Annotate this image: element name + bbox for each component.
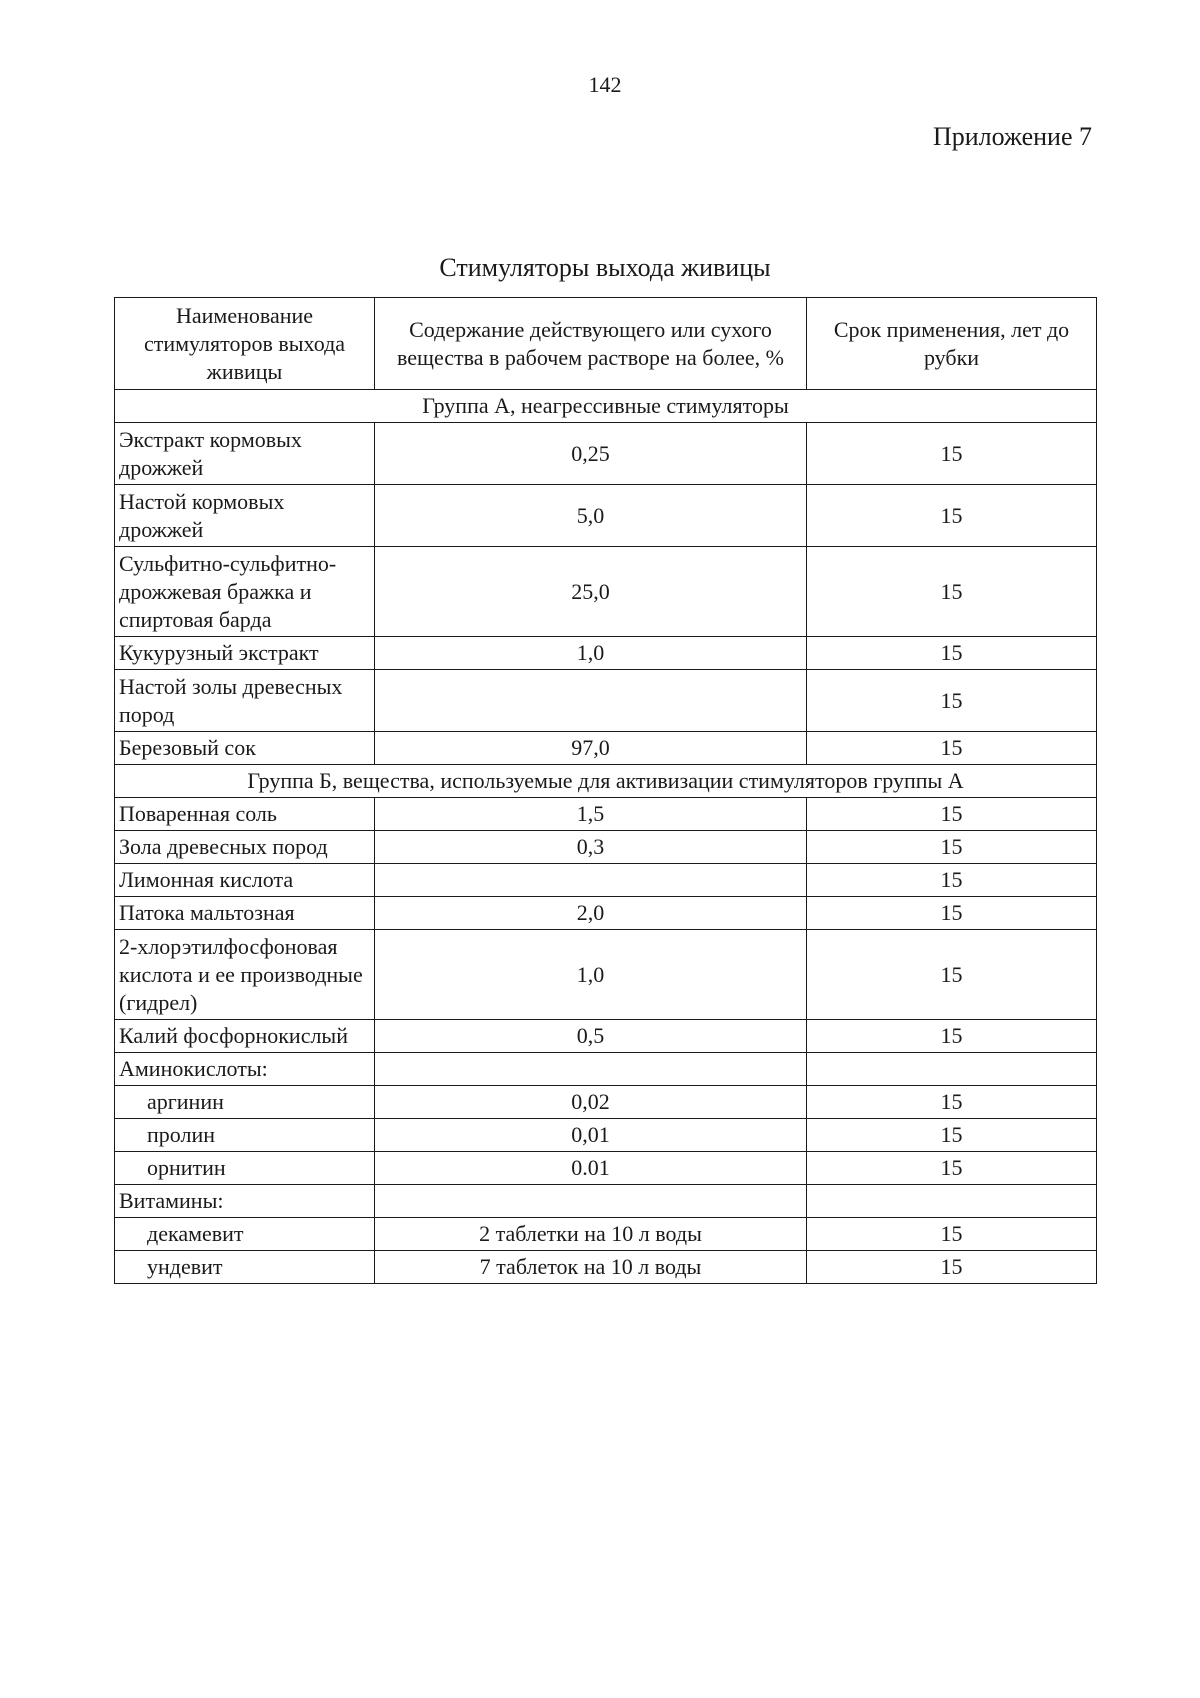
row-name: Экстракт кормовых дрожжей [115,423,375,485]
row-name: орнитин [115,1152,375,1185]
row-content: 0,3 [375,831,807,864]
row-name: Березовый сок [115,732,375,765]
row-content: 25,0 [375,547,807,637]
table-row [115,831,1097,864]
row-term [807,1185,1097,1218]
row-content: 1,0 [375,637,807,670]
row-content: 2 таблетки на 10 л воды [375,1218,807,1251]
row-name: декамевит [115,1218,375,1251]
row-term: 15 [807,1086,1097,1119]
row-term [807,1053,1097,1086]
row-name: Кукурузный экстракт [115,637,375,670]
row-content: 0,01 [375,1119,807,1152]
row-term: 15 [807,423,1097,485]
row-name: Лимонная кислота [115,864,375,897]
row-name: Калий фосфорнокислый [115,1020,375,1053]
row-term: 15 [807,831,1097,864]
row-name: аргинин [115,1086,375,1119]
row-term: 15 [807,897,1097,930]
row-term: 15 [807,1251,1097,1284]
row-content [375,670,807,732]
row-name: ундевит [115,1251,375,1284]
row-content [375,1053,807,1086]
row-name: пролин [115,1119,375,1152]
table-title: Стимуляторы выхода живицы [439,253,771,282]
group-a-row [115,390,1097,423]
row-term: 15 [807,1020,1097,1053]
table-row [115,1251,1097,1284]
row-term: 15 [807,1119,1097,1152]
row-name: Настой кормовых дрожжей [115,485,375,547]
row-term: 15 [807,732,1097,765]
group-b-row [115,765,1097,798]
row-name: Настой золы древесных пород [115,670,375,732]
row-content: 0.01 [375,1152,807,1185]
row-content: 1,0 [375,930,807,1020]
table-row [115,1218,1097,1251]
stimulators-table [114,297,1097,1284]
table-row [115,732,1097,765]
table-row [115,897,1097,930]
row-content: 0,25 [375,423,807,485]
row-name: Поваренная соль [115,798,375,831]
group-a-label: Группа А, неагрессивные стимуляторы [115,390,1097,423]
vitamins-label: Витамины: [115,1185,375,1218]
row-term: 15 [807,485,1097,547]
table-row [115,485,1097,547]
row-term: 15 [807,1152,1097,1185]
row-name: Зола древесных пород [115,831,375,864]
table-row [115,1020,1097,1053]
row-name: Патока мальтозная [115,897,375,930]
row-content: 97,0 [375,732,807,765]
row-content [375,864,807,897]
page-number: 142 [588,72,622,97]
header-name: Наименование стимуляторов выхода живицы [115,298,375,390]
table-row [115,423,1097,485]
row-term: 15 [807,1218,1097,1251]
table-row [115,547,1097,637]
appendix-label: Приложение 7 [932,122,1092,151]
amino-acids-heading-row [115,1053,1097,1086]
row-content: 5,0 [375,485,807,547]
row-term: 15 [807,798,1097,831]
row-name: 2-хлорэтилфосфоновая кислота и ее производные (гидрел) [115,930,375,1020]
table-row [115,637,1097,670]
row-content: 2,0 [375,897,807,930]
row-term: 15 [807,930,1097,1020]
table-row [115,1152,1097,1185]
row-content: 0,02 [375,1086,807,1119]
row-content: 7 таблеток на 10 л воды [375,1251,807,1284]
table-row [115,670,1097,732]
row-content: 1,5 [375,798,807,831]
header-content: Содержание действующего или сухого вещества в рабочем растворе на более, % [375,298,807,390]
table-row [115,930,1097,1020]
vitamins-heading-row [115,1185,1097,1218]
header-row [115,298,1097,390]
table-row [115,864,1097,897]
row-name: Сульфитно-сульфитно-дрожжевая бражка и спиртовая барда [115,547,375,637]
row-term: 15 [807,670,1097,732]
amino-acids-label: Аминокислоты: [115,1053,375,1086]
row-term: 15 [807,637,1097,670]
row-content [375,1185,807,1218]
row-content: 0,5 [375,1020,807,1053]
table-row [115,798,1097,831]
row-term: 15 [807,547,1097,637]
group-b-label: Группа Б, вещества, используемые для активизации стимуляторов группы А [115,765,1097,798]
row-term: 15 [807,864,1097,897]
table-row [115,1119,1097,1152]
table-row [115,1086,1097,1119]
header-term: Срок применения, лет до рубки [807,298,1097,390]
